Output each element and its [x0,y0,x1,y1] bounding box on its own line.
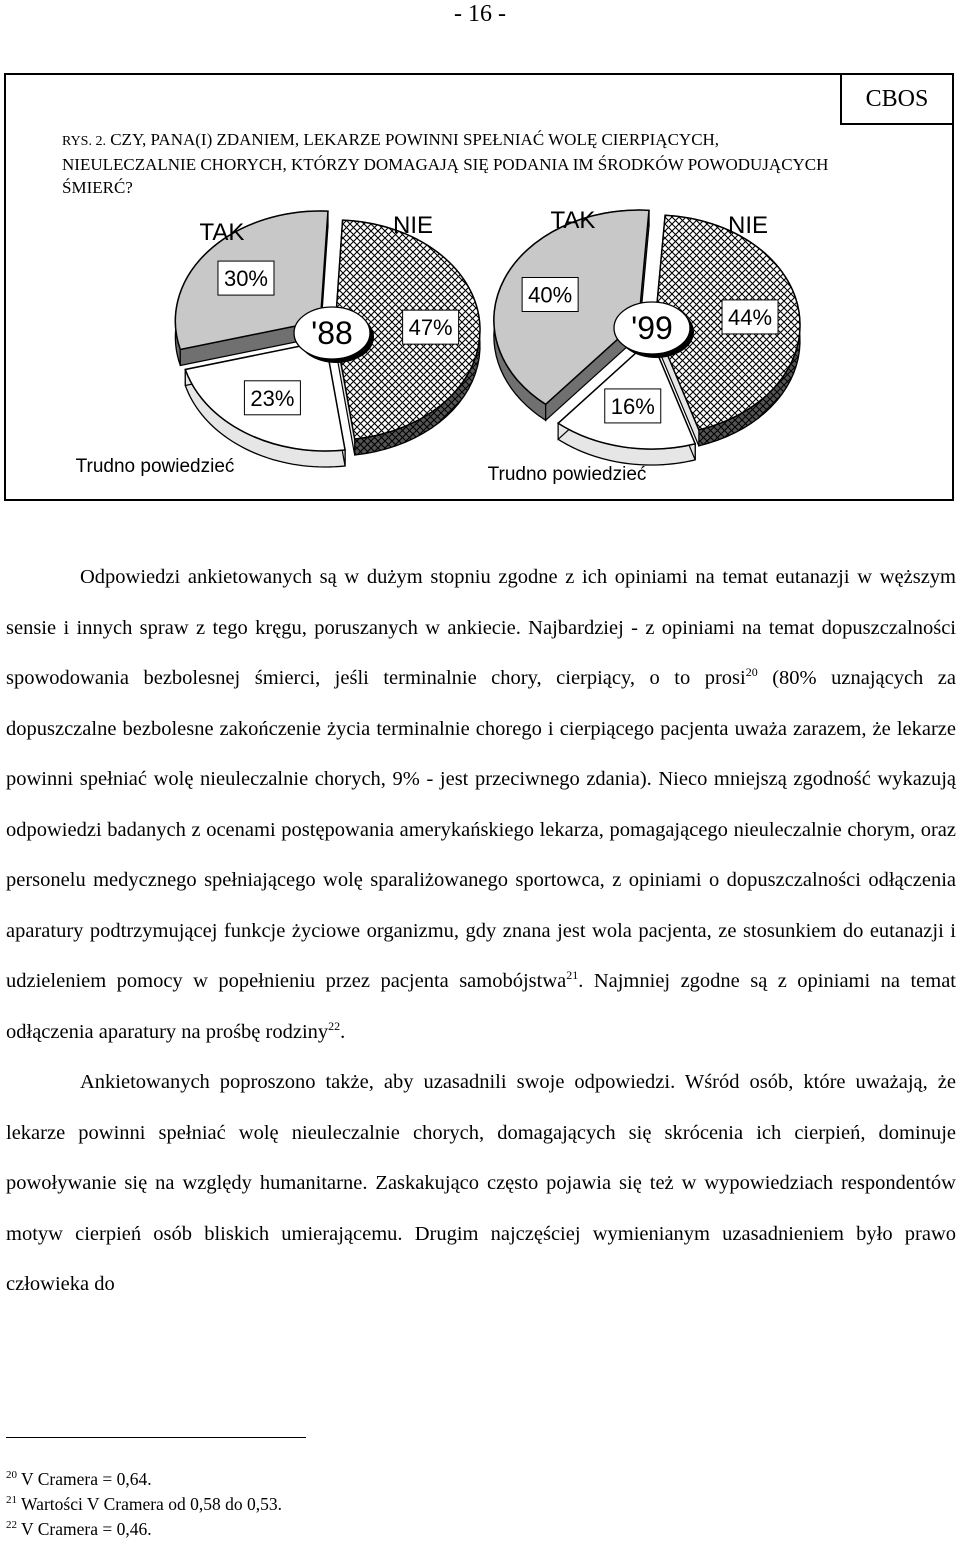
value-label: 30% [223,266,269,292]
paragraph-2: Ankietowanych poproszono także, aby uzasadnili swoje odpowiedzi. Wśród osób, które uważają, że lekarze powinni spełniać wolę nieuleczalnie chorych, domagających się skrócenia ich cierpień, dominuje powoływanie się na względy humanitarne. Zaskakująco często pojawia się też w wypowiedziach respondentów motyw cierpień osób bliskich umierającemu. Drugim najczęściej wymienianym uzasadnieniem było prawo człowieka do [6,1071,956,1295]
paragraph-1 [6,552,956,1057]
value-label: 23% [250,385,295,411]
pie-chart-1988 [76,211,480,477]
category-label: NIE [727,212,769,239]
footnote-text: V Cramera = 0,64. [17,1469,152,1489]
center-year-label: '99 [631,310,673,346]
footnote-ref-22: 22 [328,1018,341,1033]
value-label: 47% [408,315,453,341]
page-number: - 16 - [454,1,506,27]
footnote-22 [6,1517,282,1542]
footnote-text: V Cramera = 0,46. [17,1519,152,1539]
source-label: CBOS [840,73,954,125]
pie-charts [0,0,960,500]
footnote-text: Wartości V Cramera od 0,58 do 0,53. [17,1494,282,1514]
category-label: TAK [199,219,245,246]
pie-chart-1999 [488,207,800,485]
footnote-number: 21 [6,1494,17,1507]
center-year-label: '88 [311,315,353,351]
category-label: Trudno powiedzieć [75,456,235,477]
footnotes [6,1467,282,1542]
paragraph-1-part-a: Odpowiedzi ankietowanych są w dużym stopniu zgodne z ich opiniami na temat eutanazji w węższym sensie i innych spraw z tego kręgu, poruszanych w ankiecie. Najbardziej - z opiniami na temat dopuszczalności spowodowania bezbolesnej śmierci, jeśli terminalnie chory, cierpiący, o to prosi [6,566,956,689]
footnote-ref-20: 20 [745,665,758,680]
paragraph-1-part-d: . [340,1020,346,1043]
value-label: 44% [728,304,773,330]
figure-caption-prefix: RYS. 2. [62,134,106,149]
footnote-20 [6,1467,282,1492]
value-label: 16% [610,393,655,419]
value-label: 40% [528,282,573,308]
category-label: Trudno powiedzieć [487,464,647,485]
paragraph-1-part-c: . Najmniej zgodne są z opiniami na temat odłączenia aparatury na prośbę rodziny [6,970,956,1043]
paragraph-1-part-b: (80% uznających za dopuszczalne bezbolesne zakończenie życia terminalnie chorego i cierpiącego pacjenta uważa zarazem, że lekarze powinni spełniać wolę nieuleczalnie chorych, 9% - jest przeciwnego zdania). Nieco mniejszą zgodność wykazują odpowiedzi badanych z ocenami postępowania amerykańskiego lekarza, pomagającego nieuleczalnie chorym, oraz personelu medycznego spełniającego wolę sparaliżowanego sportowca, z opiniami o dopuszczalności odłączenia aparatury podtrzymującej funkcje życiowe organizmu, gdy znana jest wola pacjenta, ze stosunkiem do eutanazji i udzieleniem pomocy w popełnieniu przez pacjenta samobójstwa [6,667,957,992]
footnote-number: 22 [6,1519,17,1532]
footnote-number: 20 [6,1469,17,1482]
footnote-divider [6,1437,306,1438]
footnote-21 [6,1492,282,1517]
figure-caption-text: CZY, PANA(I) ZDANIEM, LEKARZE POWINNI SPEŁNIAĆ WOLĘ CIERPIĄCYCH, NIEULECZALNIE CHORYCH, KTÓRZY DOMAGAJĄ SIĘ PODANIA IM ŚRODKÓW POWODUJĄCYCH ŚMIERĆ? [62,130,829,197]
body-text [6,552,956,1310]
category-label: NIE [392,212,434,239]
category-label: TAK [550,207,596,234]
footnote-ref-21: 21 [566,968,579,983]
